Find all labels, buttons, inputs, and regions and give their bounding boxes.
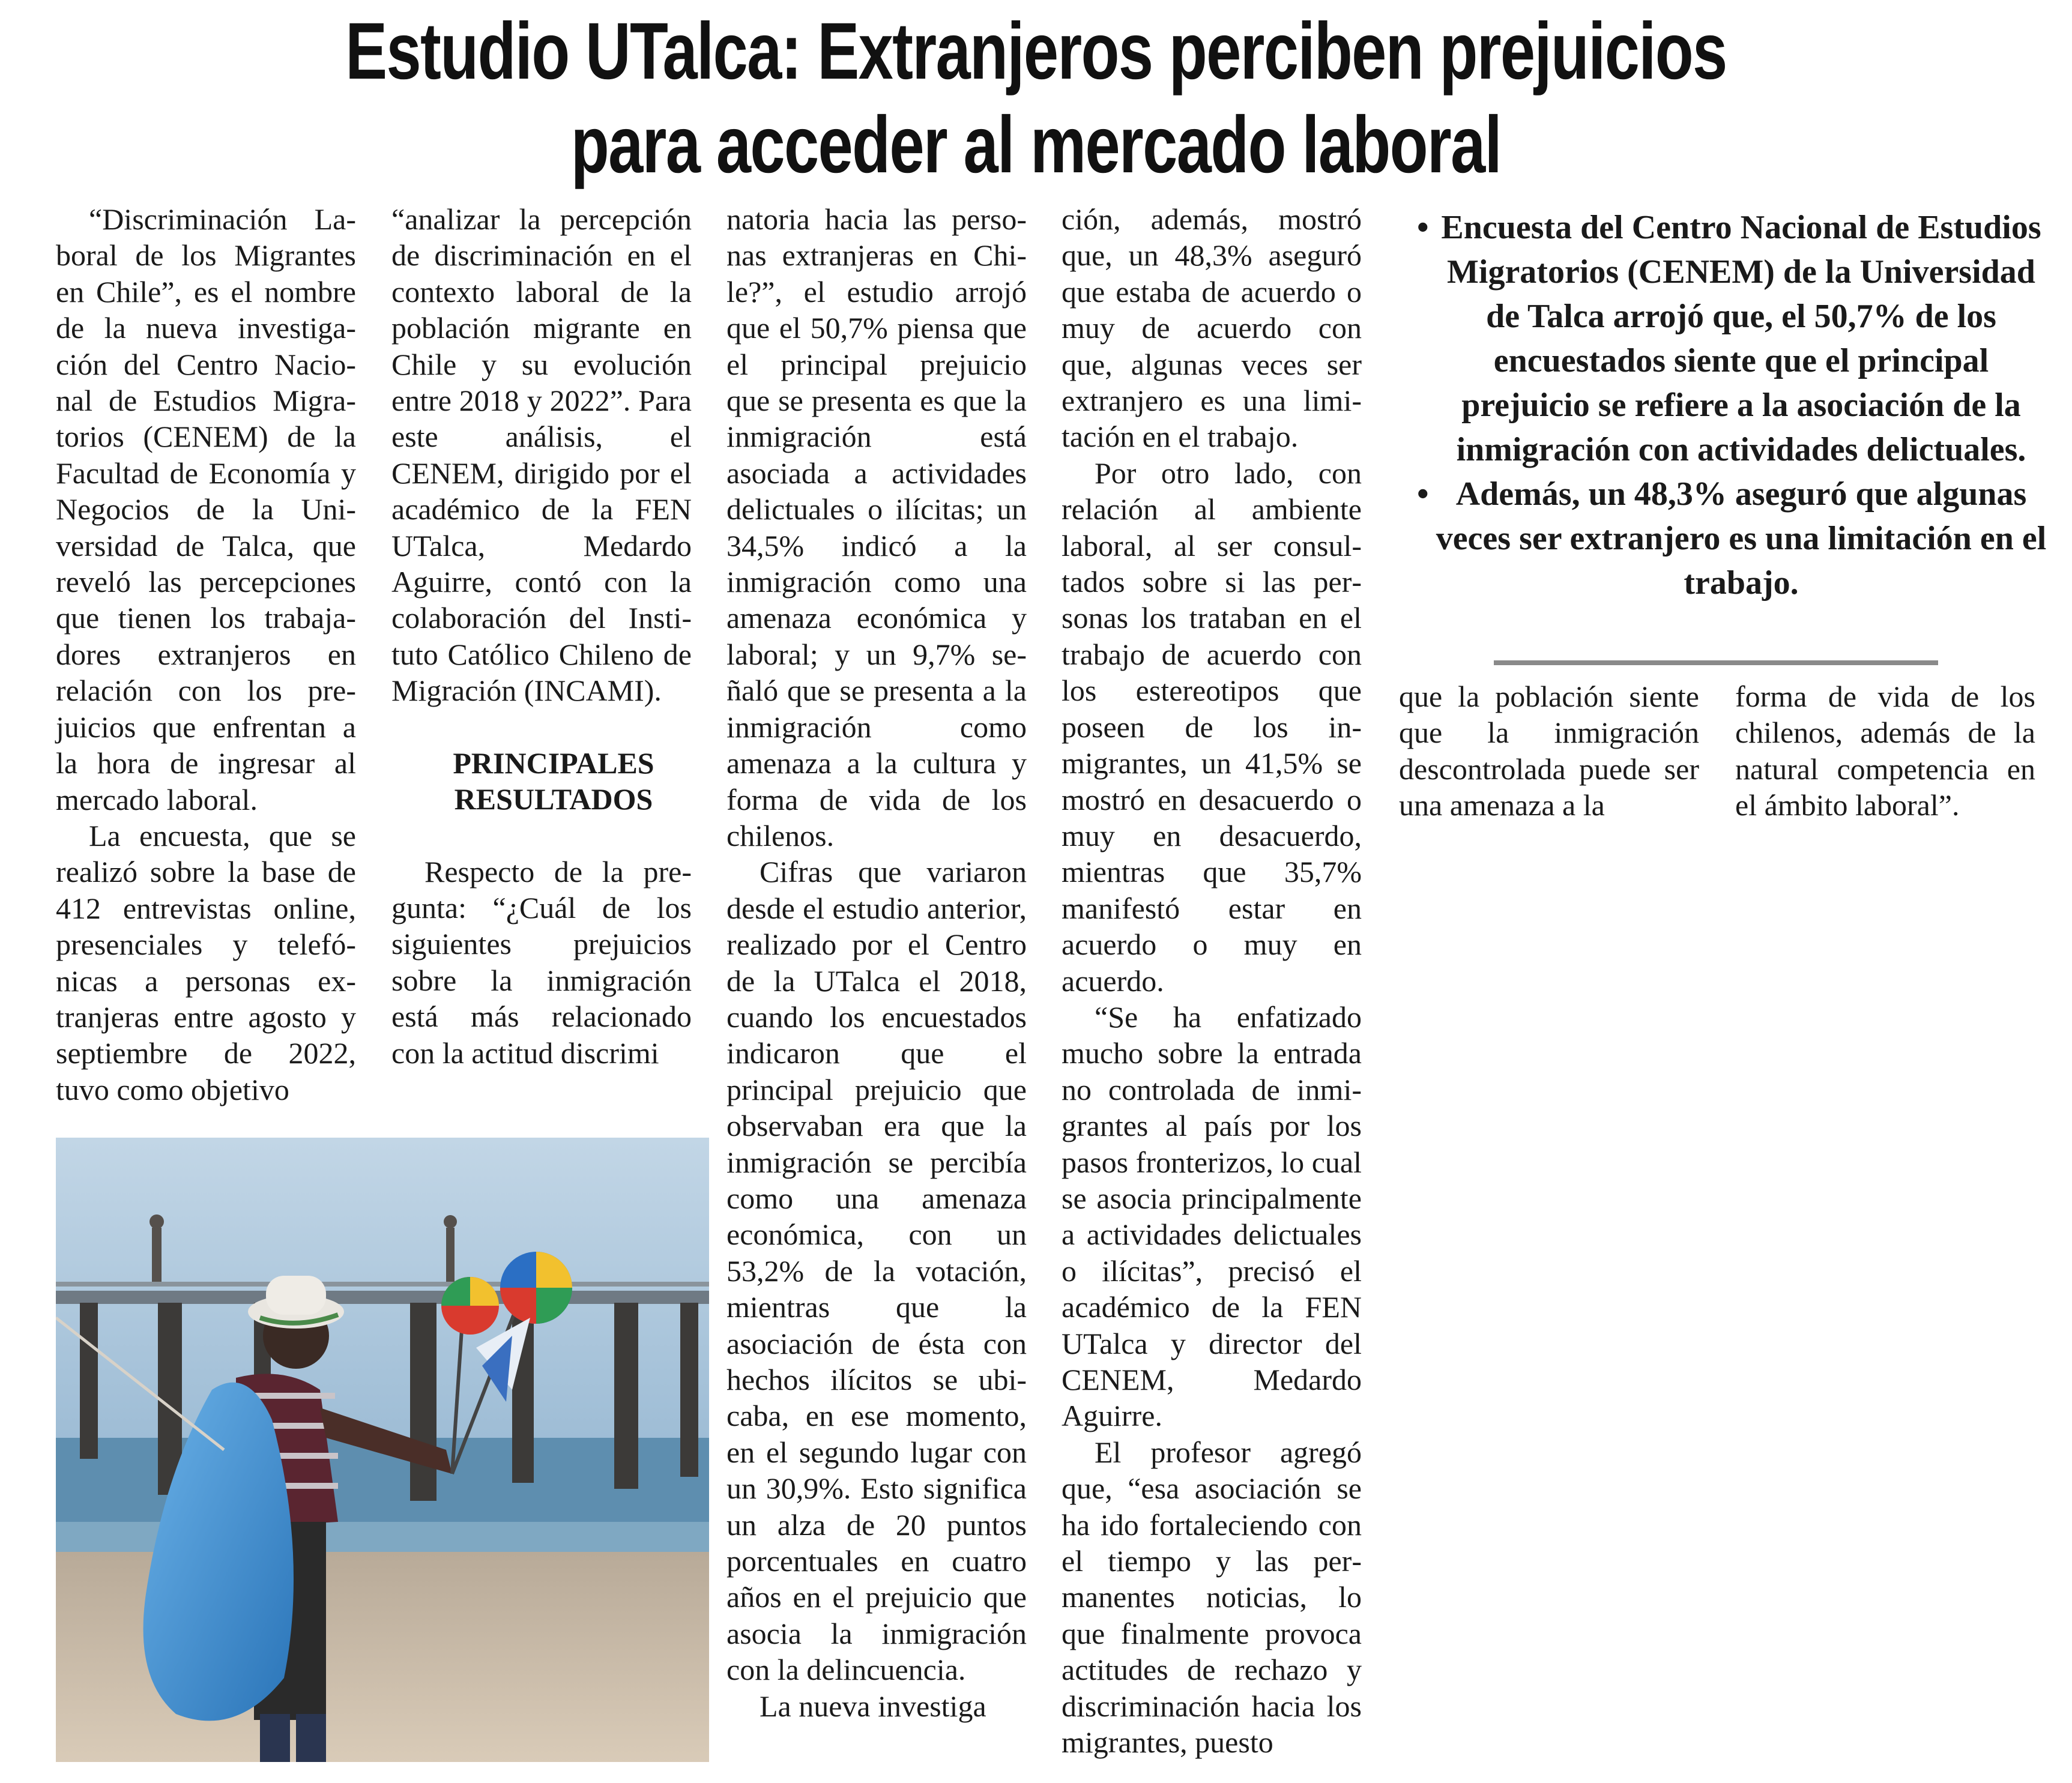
paragraph: Respecto de la pregunta: “¿Cuál de los siguientes prejuicios sobre la inmigración está más relacionado con la actitud discrimi [391, 854, 692, 1070]
callout-list [1393, 205, 2053, 605]
paragraph: Cifras que variaron desde el estudio anterior, realizado por el Centro de la UTalca el 2018, cuando los encuestados indicaron que el principal prejuicio que observaban era que la inmigración se percibía como una amenaza económica, con un 53,2% de la votación, mientras que la asociación de ésta con hechos ilícitos se ubicaba, en ese momento, en el segundo lugar con un 30,9%. Esto significa un alza de 20 puntos porcentuales en cuatro años en el prejuicio que asocia la inmigración con la delincuencia. [726, 855, 1027, 1687]
paragraph: La nueva investiga [760, 1689, 986, 1723]
paragraph: “Discriminación Laboral de los Migrantes en Chile”, es el nombre de la nueva investigación del Centro Nacional de Estudios Migratorios (CENEM) de la Facultad de Economía y Negocios de la Universidad de Talca, que reveló las percepciones que tienen los trabajadores extranjeros en relación con los prejuicios que enfrentan a la hora de ingresar al mercado laboral. [56, 202, 356, 816]
paragraph: Por otro lado, con relación al ambiente laboral, al ser consultados sobre si las personas los trataban en el trabajo de acuerdo con los estereotipos que poseen de los inmigrantes, un 41,5% se mostró en desacuerdo o muy en desacuerdo, mientras que 35,7% manifestó estar en acuerdo o muy en acuerdo. [1062, 456, 1362, 998]
headline-line-1: Estudio UTalca: Extranjeros perciben prejuicios [345, 7, 1727, 96]
paragraph: forma de vida de los chilenos, además de la natural competencia en el ámbito laboral”. [1735, 680, 2035, 822]
callout-text: Encuesta del Centro Nacional de Estudios Migratorios (CENEM) de la Universidad de Talca arrojó que, el 50,7% de los encuestados siente que el principal prejuicio se refiere a la asociación de la inmigración con actividades delictuales. [1441, 209, 2041, 468]
callout-text: Además, un 48,3% aseguró que algunas veces ser extranjero es una limitación en el trabajo. [1436, 475, 2047, 602]
callout-item [1393, 205, 2053, 472]
article-column-1 [56, 201, 356, 1108]
paragraph: ción, además, mostró que, un 48,3% aseguró que estaba de acuerdo o muy de acuerdo con que, algunas veces ser extranjero es una limitación en el trabajo. [1062, 202, 1362, 454]
paragraph: El profesor agregó que, “esa asociación se ha ido fortaleciendo con el tiempo y las permanentes noticias, lo que finalmente provoca actitudes de rechazo y discriminación hacia los migrantes, puesto [1062, 1435, 1362, 1760]
article-column-3 [726, 201, 1027, 1724]
paragraph: natoria hacia las personas extranjeras en Chile?”, el estudio arrojó que el 50,7% piensa que el principal prejuicio que se presenta es que la inmigración está asociada a actividades delictuales o ilícitas; un 34,5% indicó a la inmigración como una amenaza económica y laboral; y un 9,7% señaló que se presenta a la inmigración como amenaza a la cultura y forma de vida de los chilenos. [726, 202, 1027, 852]
beach-vendor-photo [56, 1138, 709, 1762]
subheading: PRINCIPALES RESULTADOS [453, 746, 654, 816]
article-column-2 [391, 201, 692, 1071]
callout-item [1393, 472, 2053, 605]
summary-callout [1393, 205, 2053, 605]
paragraph: “analizar la percepción de discriminación en el contexto laboral de la población migrante en Chile y su evolución entre 2018 y 2022”. Para este análisis, el CENEM, dirigido por el académico de la FEN UTalca, Medardo Aguirre, contó con la colaboración del Instituto Católico Chileno de Migración (INCAMI). [391, 202, 692, 708]
paragraph: que la población siente que la inmigración descontrolada puede ser una amenaza a la [1399, 680, 1699, 822]
bullet-icon: • [1417, 475, 1429, 513]
headline [228, 5, 1844, 192]
callout-divider [1494, 660, 1938, 665]
article-column-4 [1062, 201, 1362, 1760]
article-column-6 [1735, 678, 2035, 824]
bullet-icon: • [1417, 209, 1429, 246]
paragraph: La encuesta, que se realizó sobre la base de 412 entrevistas online, presenciales y telefónicas a personas extranjeras entre agosto y septiembre de 2022, tuvo como objetivo [56, 818, 356, 1106]
headline-line-2: para acceder al mercado laboral [570, 100, 1502, 190]
paragraph: “Se ha enfatizado mucho sobre la entrada no controlada de inmigrantes al país por los pasos fronterizos, lo cual se asocia principalmente a actividades delictuales o ilícitas”, precisó el académico de la FEN UTalca y director del CENEM, Medardo Aguirre. [1062, 1000, 1362, 1433]
article-column-5 [1399, 678, 1699, 824]
